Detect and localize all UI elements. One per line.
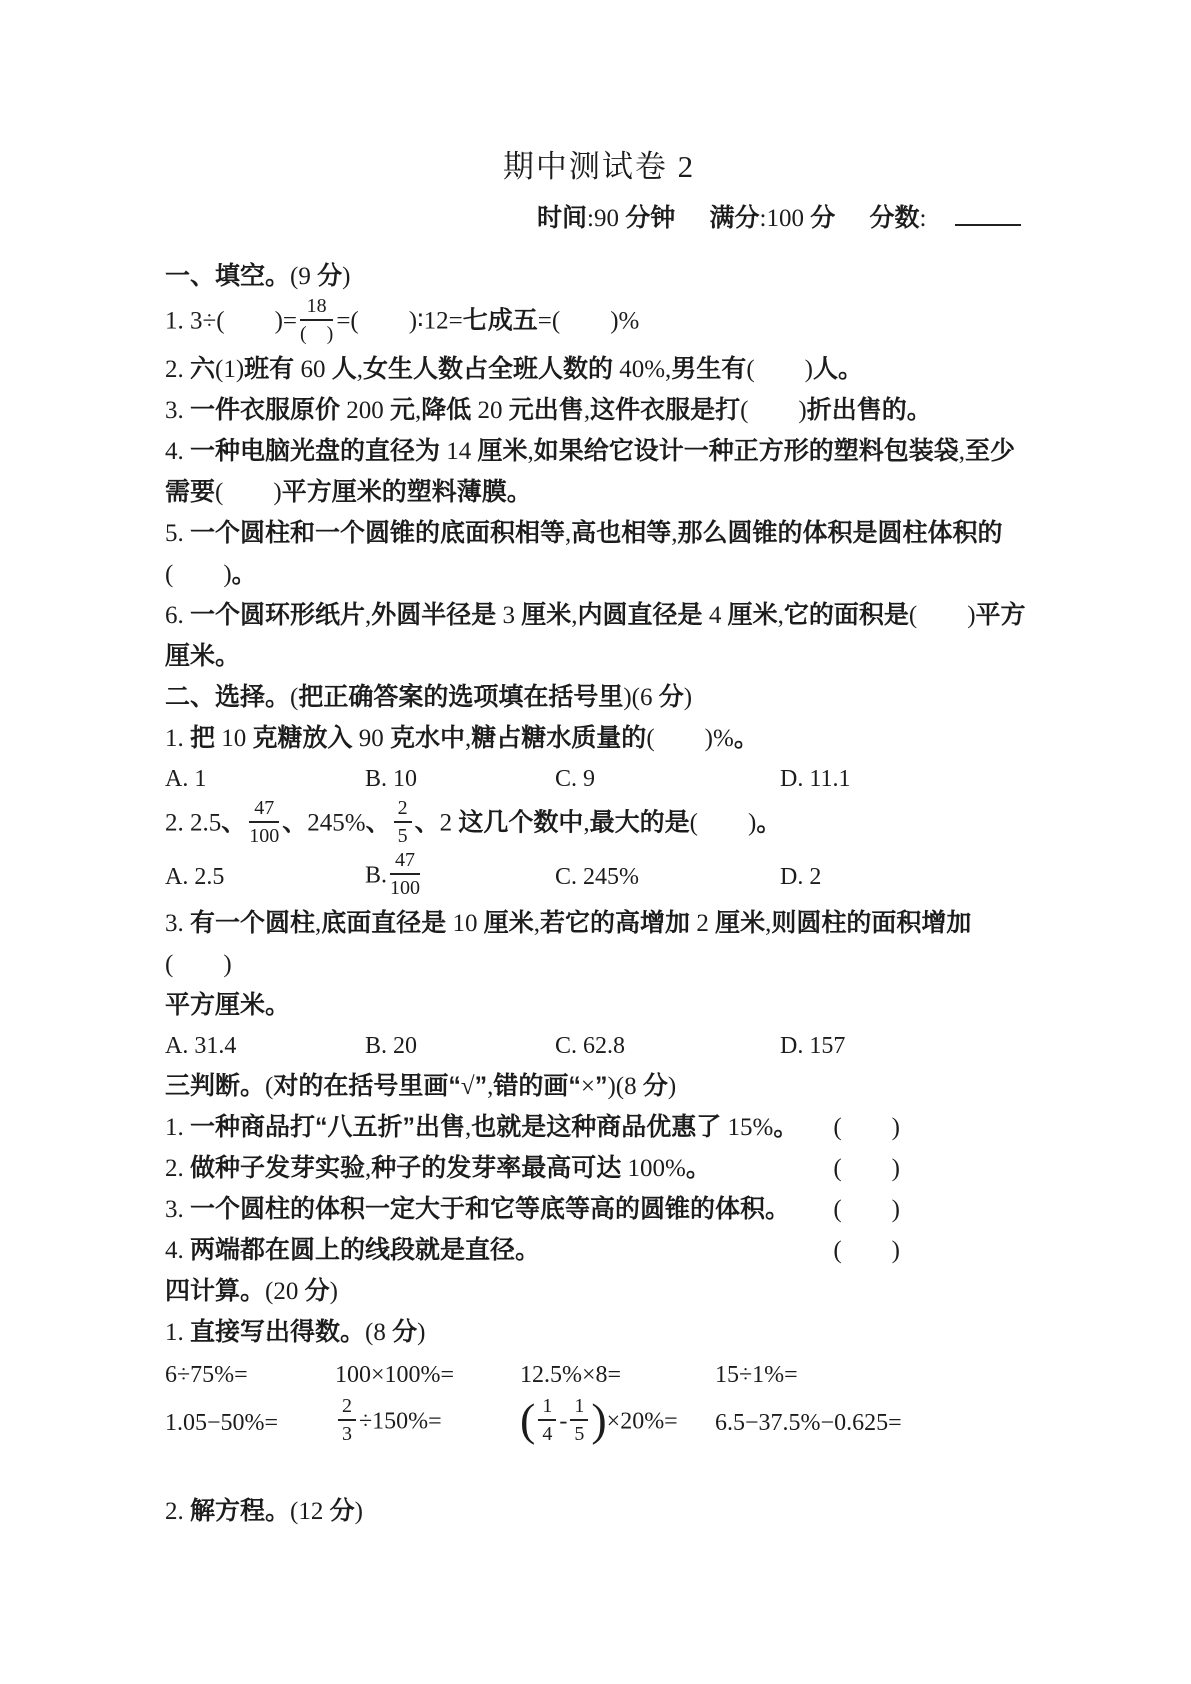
cjk-text-run: 女生人数占全班人数的 [362,355,613,383]
cjk-text-run: 一件衣服原价 [190,396,341,424]
latin-text-run: , [671,520,678,547]
cjk-text-run: 厘米 [727,601,778,629]
latin-text-run: 1.05−50%= [165,1410,279,1436]
judge-parens: ( ) [833,1113,900,1141]
latin-text-run: ) [223,561,232,588]
cjk-text-run: 一个圆柱的体积一定大于和它等底等高的圆锥的体积。 [190,1195,791,1223]
question-line [165,1491,1033,1532]
latin-text-run: , [356,356,363,383]
latin-text-run: 5. [165,520,190,547]
latin-text-run: (12 [290,1498,330,1525]
judge-parens: ( ) [833,1154,900,1182]
latin-text-run: )% [610,307,640,335]
cjk-text-run: 克糖放入 [252,724,353,752]
question-line [165,718,1033,759]
meta-line [165,200,1033,236]
cjk-text-run: 、 [414,808,440,837]
options-row [165,851,1033,903]
latin-text-run: ( [265,1073,274,1100]
latin-text-run: ) [329,1278,338,1305]
cjk-text-run: 元 [390,396,416,424]
latin-text-run: 90 [352,725,391,752]
fraction-numerator: 1 [538,1394,556,1421]
cjk-text-run: 那么圆锥的体积是圆柱体积的 [677,519,1003,547]
latin-text-run: - [559,1408,568,1435]
latin-text-run: 200 [340,397,391,424]
cjk-text-run: 、 [221,808,247,837]
latin-text-run: 2 [439,809,459,837]
calc-cell [715,1401,1033,1445]
latin-text-run: ) [683,684,693,711]
latin-text-run: ) [354,1498,363,1525]
option-cell [365,759,555,799]
latin-text-run: 10 [446,910,484,937]
fraction-numerator: 47 [390,848,420,875]
latin-text-run: 3. [165,1196,190,1223]
latin-text-run: 3. [165,397,190,424]
cjk-text-run: 分 [658,683,684,711]
cjk-text-run: 。 [773,1113,799,1141]
judge-line [165,1189,1033,1230]
fraction [300,294,333,346]
cjk-text-run: 。 [756,808,782,837]
calc-cell [165,1401,335,1445]
cjk-text-run [223,478,273,506]
latin-text-run: , [465,1114,472,1141]
cjk-text-run: 分钟 [625,204,676,232]
latin-text-run: ( [165,951,174,978]
latin-text-run: 1. [165,725,190,752]
latin-text-run: A. 2.5 [165,864,225,890]
judge-line [165,1107,1033,1148]
question-line [165,513,1033,554]
judge-text [165,1148,711,1189]
latin-text-run: , [583,809,590,837]
section-heading [165,1271,1033,1312]
latin-text-run: , [777,602,784,629]
cjk-text-run: 如果给它设计一种正方形的塑料包装袋 [533,437,959,465]
latin-text-run: , [527,438,534,465]
question-line [165,1312,1033,1353]
cjk-text-run: 这几个数中 [458,808,584,837]
cjk-text-run: 。 [733,724,759,752]
blank-gap [165,1449,1033,1491]
cjk-text-run: 两端都在圆上的线段就是直径。 [190,1236,541,1264]
fraction-denominator: ( ) [300,323,334,345]
question-line [165,985,1033,1026]
cjk-text-run: 厘米 [483,909,534,937]
cjk-text-run: 。 [685,1154,711,1182]
cjk-text-run: 班有 [244,355,295,383]
cjk-text-run: 解方程。 [190,1497,291,1525]
cjk-text-run: 一种电脑光盘的直径为 [190,437,441,465]
latin-text-run: 15% [721,1114,774,1141]
section-heading [165,677,1033,718]
latin-text-run: )= [274,307,297,335]
cjk-text-run: 七成五 [462,306,538,335]
latin-text-run: , [533,910,541,937]
cjk-text-run: 、 [282,808,308,837]
latin-text-run: D. 2 [780,864,822,890]
fraction-numerator: 47 [249,796,279,823]
fraction-denominator: 3 [342,1423,352,1445]
latin-text-run: ( [215,479,224,506]
question-line [165,431,1033,472]
cjk-text-run: 元出售 [508,396,584,424]
latin-text-run: )(8 [607,1073,643,1100]
latin-text-run: B. 10 [365,766,418,792]
cjk-text-run: 克水中 [390,724,466,752]
latin-text-run: A. 31.4 [165,1033,237,1059]
fraction-numerator: 2 [394,796,412,823]
calc-cell [335,1397,520,1449]
latin-text-run: ÷150%= [359,1408,442,1435]
latin-text-run: ) [748,809,757,837]
latin-text-run: C. 245% [555,864,639,890]
question-line [165,595,1033,636]
latin-text-run: × [580,1073,595,1100]
cjk-text-run: 种子的发芽率最高可达 [371,1154,622,1182]
cjk-text-run: 二、选择。 [165,683,291,711]
latin-text-run: ( [290,684,299,711]
judge-text [165,1107,798,1148]
cjk-text-run: 男生有 [671,355,747,383]
cjk-text-run: ” [474,1072,488,1100]
latin-text-run: ( [165,561,174,588]
latin-text-run: ( [646,725,655,752]
fraction-denominator: 100 [249,825,280,847]
cjk-text-run: 分 [392,1318,418,1346]
latin-text-run: ) [967,602,976,629]
cjk-text-run [173,950,223,978]
option-cell [165,857,365,897]
cjk-text-run [698,809,748,837]
latin-text-run: 2 [690,910,716,937]
latin-text-run: B. 20 [365,1033,418,1059]
latin-text-run: , [415,397,422,424]
cjk-text-run: 对的在括号里画“ [273,1072,461,1100]
cjk-text-run: 分 [317,262,343,290]
cjk-text-run: 外圆半径是 [371,601,497,629]
latin-text-run: ) [417,1319,426,1346]
latin-text-run: 6.5−37.5%−0.625= [715,1410,902,1436]
cjk-text-run: 四计算。 [165,1277,266,1305]
latin-text-run: 2. [165,356,190,383]
latin-text-run: )∶12= [408,307,463,335]
option-cell [365,1026,555,1066]
latin-text-run: √ [460,1073,475,1100]
fraction [394,796,412,848]
latin-text-run: 100×100%= [335,1362,455,1388]
judge-parens: ( ) [833,1195,900,1223]
latin-text-run: :90 [587,205,626,232]
cjk-text-run: 则圆柱的面积增加 [771,909,972,937]
cjk-text-run: 满分 [709,204,760,232]
latin-text-run: )% [704,725,734,752]
fraction-denominator: 4 [542,1423,553,1445]
latin-text-run: D. 11.1 [780,766,851,792]
cjk-text-run: 这件衣服是打 [590,396,741,424]
cjk-text-run: 平方厘米的塑料薄膜。 [281,478,532,506]
fraction [570,1394,588,1446]
cjk-text-run: 人 [331,355,357,383]
latin-text-run: ) [798,397,807,424]
latin-text-run: D. 157 [780,1033,846,1059]
latin-text-run: 2. [165,1155,190,1182]
cjk-text-run: 一个圆柱和一个圆锥的底面积相等 [190,519,566,547]
cjk-text-run: 至少 [965,437,1016,465]
cjk-text-run: 降低 [421,396,472,424]
latin-text-run: , [315,910,322,937]
latin-text-run: , [465,725,472,752]
calc-row [165,1394,1033,1449]
meta-full-score [709,205,835,232]
question-line [165,472,1033,513]
fraction-numerator: 1 [570,1394,588,1421]
calc-cell [165,1353,335,1397]
latin-text-run: 100% [621,1155,686,1182]
latin-text-run: ) [273,479,282,506]
latin-text-run: 15÷1%= [715,1362,798,1388]
latin-text-run: (8 [365,1319,393,1346]
cjk-text-run: 平方厘米。 [165,991,291,1019]
latin-text-run: 20 [471,397,509,424]
latin-text-run: 14 [440,438,478,465]
options-row [165,759,1033,799]
meta-time [537,205,675,232]
latin-text-run: )(6 [623,684,659,711]
fraction [390,848,420,900]
cjk-text-run: 把正确答案的选项填在括号里 [298,683,624,711]
latin-text-run: : [919,205,927,232]
cjk-text-run: 直接写出得数。 [190,1318,366,1346]
latin-text-run: 3 [496,602,522,629]
option-cell [780,1026,1033,1066]
latin-text-run: , [365,1155,372,1182]
cjk-text-run: 糖占糖水质量的 [471,724,647,752]
latin-text-run: ) [223,951,232,978]
fraction [338,1394,356,1446]
cjk-text-run: 有一个圆柱 [190,909,316,937]
option-cell [555,857,780,897]
latin-text-run: ( [740,397,749,424]
section-heading [165,1066,1033,1107]
question-line [165,636,1033,677]
cjk-text-run: 一个圆环形纸片 [190,601,366,629]
cjk-text-run [748,396,798,424]
latin-text-run: 6. [165,602,190,629]
latin-text-run: 2. 2.5 [165,809,222,837]
latin-text-run: ( [746,356,755,383]
cjk-text-run: 高也相等 [571,519,672,547]
judge-text [165,1189,790,1230]
cjk-text-run [359,307,409,335]
cjk-text-run: 厘米 [477,437,528,465]
latin-text-run: B. [365,862,388,889]
cjk-text-run: ” [594,1072,608,1100]
latin-text-run: ) [342,263,351,290]
calc-cell [335,1353,520,1397]
section-heading [165,256,1033,297]
fraction [538,1394,556,1446]
latin-text-run: , [365,602,372,629]
meta-score-label [869,205,926,232]
latin-text-run: 3. [165,910,190,937]
fraction-numerator: 18 [300,294,333,321]
fraction-denominator: 5 [397,825,408,847]
latin-text-run: ×20%= [606,1408,678,1435]
option-cell [555,759,780,799]
latin-text-run: , [583,397,591,424]
latin-text-run: 245% [307,809,366,837]
calc-cell [520,1394,715,1449]
options-row [165,1026,1033,1066]
judge-line [165,1230,1033,1271]
question-line [165,554,1033,595]
latin-text-run: 60 [294,356,332,383]
cjk-text-run: 把 [190,724,216,752]
latin-text-run: , [487,1073,494,1100]
latin-text-run: =( [537,307,561,335]
cjk-text-run: 一种商品打“八五折”出售 [190,1113,466,1141]
cjk-text-run: 需要 [165,478,216,506]
cjk-text-run [173,560,223,588]
latin-text-run: :100 [759,205,811,232]
latin-text-run: 12.5%×8= [520,1362,622,1388]
cjk-text-run: 分 [304,1277,330,1305]
option-cell [780,857,1033,897]
cjk-text-run: 分 [329,1497,355,1525]
cjk-text-run: 内圆直径是 [577,601,703,629]
cjk-text-run [755,355,805,383]
option-cell [165,759,365,799]
cjk-text-run: 错的画“ [493,1072,581,1100]
latin-text-run: (20 [265,1278,305,1305]
judge-text [165,1230,540,1271]
latin-text-run: 4. [165,1237,190,1264]
judge-line [165,1148,1033,1189]
latin-text-run: 2. [165,1498,190,1525]
big-paren: ) [591,1394,607,1445]
latin-text-run: 1. [165,1114,190,1141]
cjk-text-run: 底面直径是 [321,909,447,937]
cjk-text-run: 、 [365,808,391,837]
cjk-text-run: 做种子发芽实验 [190,1154,366,1182]
cjk-text-run: 。 [231,560,257,588]
latin-text-run: 10 [215,725,253,752]
cjk-text-run: 厘米。 [165,642,241,670]
cjk-text-run: 平方 [975,601,1026,629]
cjk-text-run: 厘米 [521,601,572,629]
option-cell [365,851,555,903]
latin-text-run: ) [667,1073,677,1100]
fraction-denominator: 5 [574,1423,585,1445]
cjk-text-run: 厘米 [715,909,766,937]
latin-text-run: =( [336,307,359,335]
latin-text-run: (9 [290,263,318,290]
latin-text-run: 4. [165,438,190,465]
question-line [165,349,1033,390]
question-line [165,799,1033,851]
cjk-text-run: 三判断。 [165,1072,266,1100]
latin-text-run: , [765,910,772,937]
latin-text-run: , [958,438,966,465]
cjk-text-run: 六 [190,355,216,383]
latin-text-run: 1. 3÷( [165,307,225,335]
cjk-text-run: 也就是这种商品优惠了 [471,1113,722,1141]
cjk-text-run: 最大的是 [589,808,690,837]
latin-text-run: 40%, [612,356,672,383]
latin-text-run: C. 9 [555,766,596,792]
cjk-text-run [560,307,610,335]
latin-text-run: , [565,520,572,547]
cjk-text-run: 折出售的。 [806,396,932,424]
cjk-text-run: 人。 [812,355,863,383]
latin-text-run: A. 1 [165,766,207,792]
option-cell [780,759,1033,799]
latin-text-run: (1) [215,356,245,383]
option-cell [555,1026,780,1066]
option-cell [165,1026,365,1066]
page-title: 期中测试卷 2 [502,149,696,184]
question-line [165,903,1033,985]
cjk-text-run: 分 [642,1072,668,1100]
latin-text-run: ( [689,809,698,837]
latin-text-run: ( [908,602,918,629]
latin-text-run: 1. [165,1319,190,1346]
latin-text-run: 6÷75%= [165,1362,248,1388]
document-body [165,256,1033,1532]
cjk-text-run [655,724,705,752]
score-blank-underline [955,200,1021,226]
calc-row [165,1353,1033,1397]
cjk-text-run: 分数 [869,204,920,232]
question-line [165,390,1033,431]
cjk-text-run: 时间 [537,204,588,232]
latin-text-run: 4 [702,602,728,629]
cjk-text-run: 它的面积是 [783,601,909,629]
fraction [249,796,279,848]
question-line [165,297,1033,349]
cjk-text-run: 分 [810,204,836,232]
big-paren: ( [520,1394,536,1445]
cjk-text-run [917,601,967,629]
calc-cell [715,1353,1033,1397]
latin-text-run: ) [804,356,813,383]
cjk-text-run: 若它的高增加 [540,909,691,937]
cjk-text-run [225,307,275,335]
latin-text-run: , [571,602,578,629]
fraction-numerator: 2 [338,1394,356,1421]
calc-cell [520,1353,715,1397]
latin-text-run: C. 62.8 [555,1033,626,1059]
cjk-text-run: 一、填空。 [165,262,291,290]
judge-parens: ( ) [833,1236,900,1264]
fraction-denominator: 100 [390,877,421,899]
